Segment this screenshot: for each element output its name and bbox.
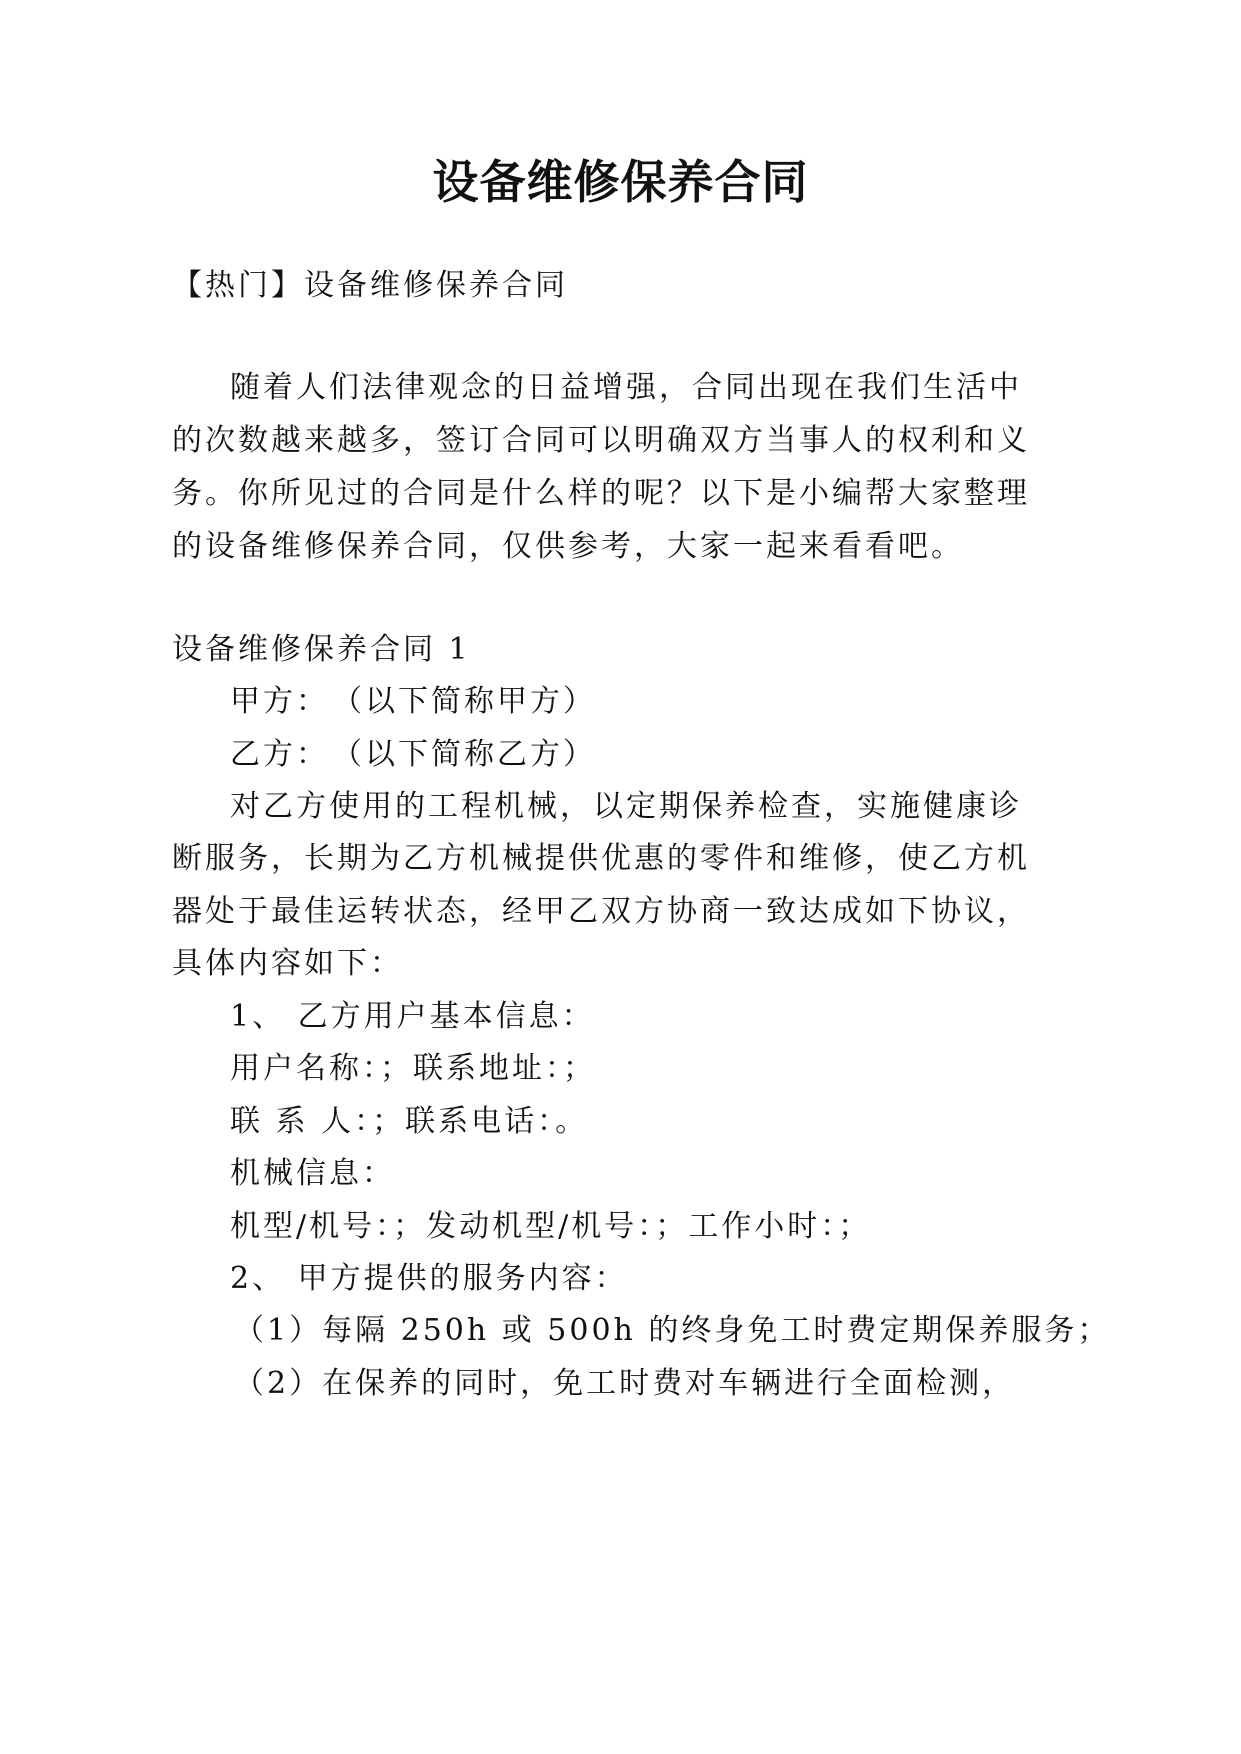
intro-line-2: 的次数越来越多，签订合同可以明确双方当事人的权利和义: [172, 423, 1030, 458]
user-info-line: 用户名称：；联系地址：；: [230, 1051, 596, 1086]
section-1-title: 1、 乙方用户基本信息：: [230, 999, 595, 1034]
section-2-title: 2、 甲方提供的服务内容：: [230, 1261, 628, 1296]
hot-heading: 【热门】设备维修保养合同: [172, 268, 568, 303]
service-item-1: （1）每隔 250h 或 500h 的终身免工时费定期保养服务；: [234, 1313, 1111, 1348]
service-item-2: （2）在保养的同时，免工时费对车辆进行全面检测，: [234, 1366, 1016, 1401]
document-title: 设备维修保养合同: [432, 155, 809, 209]
purpose-line-3: 器处于最佳运转状态，经甲乙双方协商一致达成如下协议，: [172, 894, 1030, 929]
purpose-line-1: 对乙方使用的工程机械，以定期保养检查，实施健康诊: [230, 789, 1022, 824]
machine-model-line: 机型/机号：；发动机型/机号：；工作小时：；: [230, 1209, 872, 1244]
intro-line-1: 随着人们法律观念的日益增强，合同出现在我们生活中: [230, 370, 1022, 405]
party-b-line: 乙方： （以下简称乙方）: [230, 737, 596, 772]
machine-info-label: 机械信息：: [230, 1156, 395, 1191]
contract-heading: 设备维修保养合同 1: [172, 632, 471, 667]
intro-line-4: 的设备维修保养合同，仅供参考，大家一起来看看吧。: [172, 529, 964, 564]
purpose-line-2: 断服务，长期为乙方机械提供优惠的零件和维修，使乙方机: [172, 841, 1030, 876]
party-a-line: 甲方： （以下简称甲方）: [230, 684, 596, 719]
intro-line-3: 务。你所见过的合同是什么样的呢？以下是小编帮大家整理: [172, 476, 1030, 511]
contact-line: 联 系 人：；联系电话：。: [230, 1104, 589, 1139]
purpose-line-4: 具体内容如下：: [172, 946, 403, 981]
